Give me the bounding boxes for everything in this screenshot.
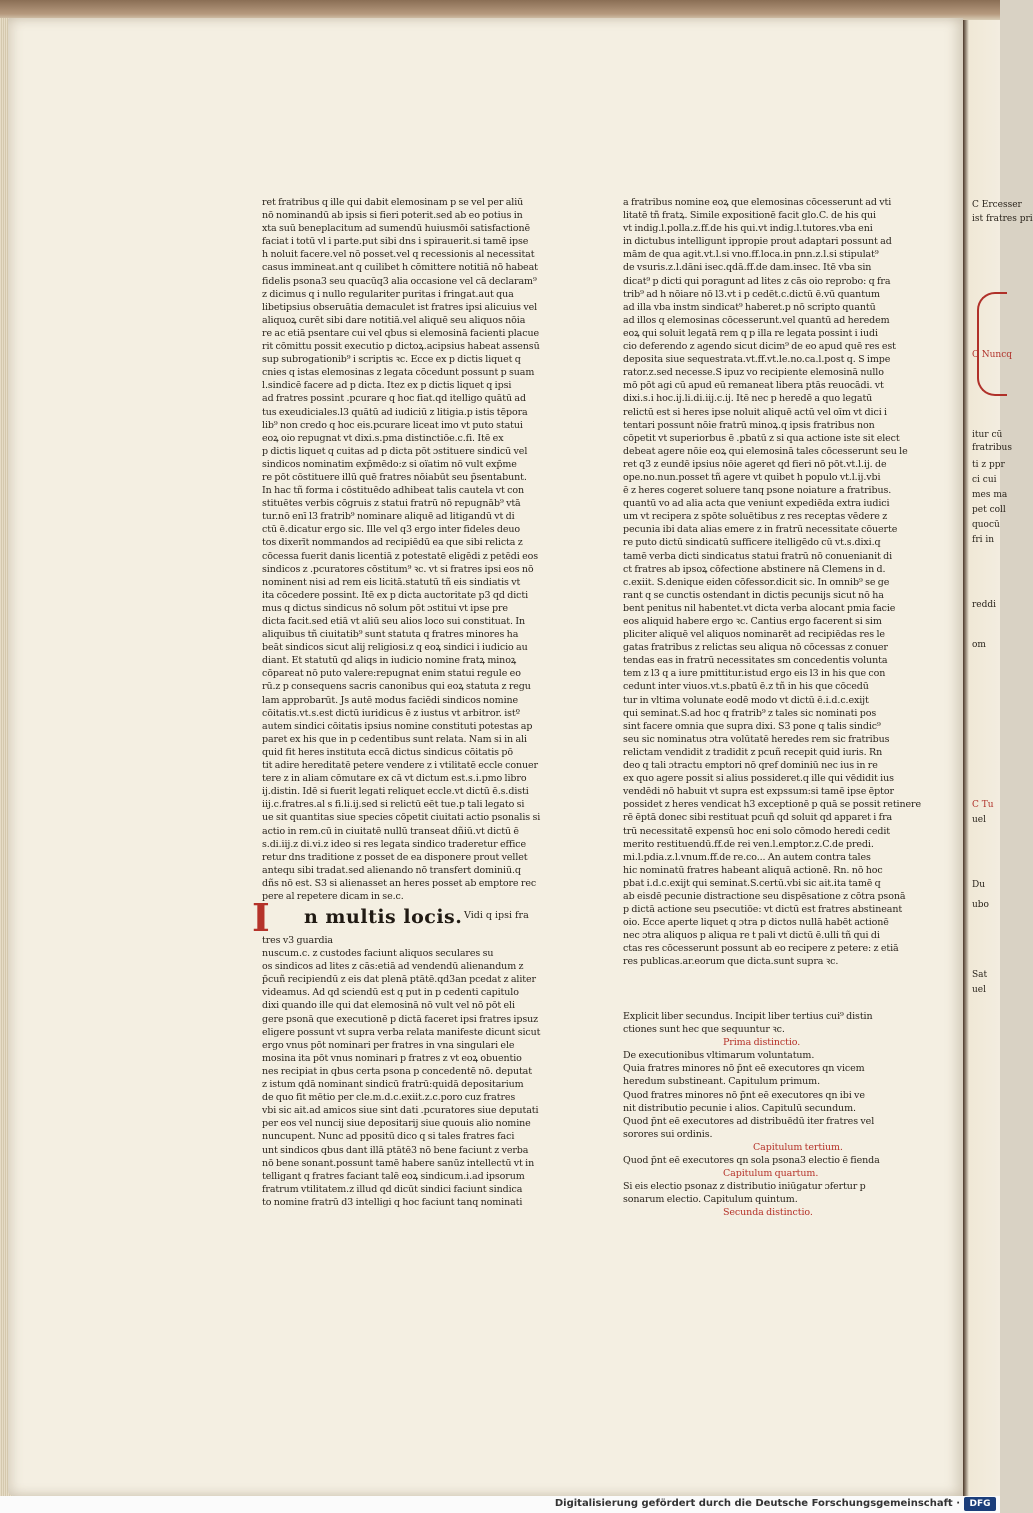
left-column-line: tit adire hereditatē petere vendere z i vtilitatē eccle conuer	[262, 760, 538, 772]
left-column-line: ad fratres possint .pcurare q hoc fiat.qd itelligo quātū ad	[262, 393, 526, 405]
right-column-line: qui seminat.S.ad hoc q fratrib⁹ z tales sic nominati pos	[623, 707, 877, 719]
left-column-line: fidelis psona3 seu quacūq3 alia occasione vel cā declaram⁹	[262, 275, 537, 287]
toc-line: ctiones sunt hec que sequuntur ꝛc.	[623, 1024, 785, 1036]
left-column-line: ue sit quantitas siue species cōpetit ciuitati actio psonalis si	[262, 812, 541, 824]
right-column-line: debeat agere nōie eoꝝ qui elemosinā tales cōcesserunt seu le	[623, 445, 908, 457]
right-column-line: eos aliquid habere ergo ꝛc. Cantius ergo facerent si sim	[623, 616, 882, 627]
left-column-line: retur dns traditione z posset de ea disponere prout vellet	[262, 851, 528, 863]
left-column-2-line: os sindicos ad lites z cās:etiā ad vendendū alienandum z	[262, 961, 524, 973]
next-page-fragment: fratribus	[972, 443, 1012, 453]
left-column-line: nominent nisi ad rem eis licitā.statutū tñ eis sindiatis vt	[262, 576, 521, 588]
left-column-line: xta suū beneplacitum ad sumendū huiusmōi satisfactionē	[262, 223, 531, 235]
left-column-line: h noluit facere.vel nō posset.vel q recessionis al necessitat	[262, 249, 535, 261]
left-column-line: p dictis liquet q cuitas ad p dicta pōt ɔstituere sindicū vel	[262, 445, 528, 457]
right-column-line: vendēdi nō habuit vt supra est expssum:si tamē ipse ēptor	[623, 786, 894, 798]
right-column-line: re puto dictū sindicatū sufficere itelligēdo cū vt.s.dixi.q	[623, 537, 881, 549]
toc-line: Explicit liber secundus. Incipit liber tertius cui⁹ distin	[623, 1011, 873, 1022]
left-column-line: re pōt cōstituere illū quē fratres nōiabūt seu p̄sentabunt.	[262, 471, 527, 483]
right-column-line: c.exiit. S.denique eiden cōfessor.dicit sic. In omnib⁹ se ge	[623, 576, 890, 588]
next-page-initial	[977, 292, 1007, 396]
left-column-2-line: to nomine fratrū d3 intelligi q hoc faciunt tanq nominati	[262, 1196, 523, 1208]
right-column-line: um vt recipera z spōte soluētibus z res receptas vēdere z	[623, 511, 888, 523]
left-column-line: ctū ē.dicatur ergo sic. Ille vel q3 ergo inter fideles deuo	[262, 524, 521, 536]
left-column-line: dñs nō est. S3 si alienasset an heres posset ab emptore rec	[262, 877, 537, 889]
right-column-line: in dictubus intelligunt ippropie prout adaptari possunt ad	[623, 236, 892, 248]
left-column-2-line: nuscum.c. z custodes faciunt aliquos seculares su	[262, 948, 494, 960]
left-column	[262, 196, 549, 903]
left-column-line: cnies q istas elemosinas z legata cōcedunt possunt p suam	[262, 367, 535, 379]
left-column-2-line: tres v3 guardia	[262, 935, 333, 946]
right-column-line: pbat i.d.c.exijt qui seminat.S.certū.vbi sic ait.ita tamē q	[623, 877, 881, 889]
right-column-line: mi.l.pdia.z.l.vnum.ff.de re.co... An autem contra tales	[623, 851, 871, 863]
left-column-line: antequ sibi tradat.sed alienando nō transfert dominiū.q	[262, 864, 521, 876]
right-column-line: ab eisdē pecunie distractione seu dispēsatione z cōtra psonā	[623, 890, 906, 902]
right-column-line: p dictā actione seu psecutiōe: vt dictū est fratres abstineant	[623, 904, 903, 916]
right-column-line: ctas res cōcesserunt possunt ab eo recipere z petere: z etiā	[623, 943, 899, 955]
right-column-line: rator.z.sed necesse.S ipuz vo recipiente elemosinā nullo	[623, 367, 884, 379]
right-column-line: ret q3 z eundē ipsius nōie ageret qd fieri nō pōt.vt.l.ij. de	[623, 458, 887, 470]
right-column-line: gatas fratribus z relictas seu aliqua nō cōcessas z conuer	[623, 642, 888, 654]
toc-line: Quod p̄nt eē executores ad distribuēdū iter fratres vel	[623, 1115, 875, 1127]
right-column-line: relictū est si heres ipse noluit aliquē actū vel oīm vt dici i	[623, 406, 887, 418]
toc-line: Quod p̄nt eē executores qn sola psona3 electio ē fienda	[623, 1155, 880, 1167]
left-column-line: tus exeudiciales.l3 quātū ad iudiciū z litigia.p istis tēpora	[262, 406, 528, 418]
right-column-line: res publicas.ar.eorum que dicta.sunt supra ꝛc.	[623, 956, 839, 968]
next-page-fragment: mes ma	[972, 490, 1008, 500]
left-column-2-line: p̄cuñ recipiendū z eis dat plenā ptātē.qd3an pcedat z aliter	[262, 974, 536, 986]
toc-rubric: Prima distinctio.	[723, 1037, 801, 1049]
right-column-line: rant q se cunctis ostendant in dictis pecunijs sicut nō ha	[623, 589, 884, 601]
left-column-line: tos dixerīt nommandos ad recipiēdū ea que sibi relicta z	[262, 537, 523, 549]
toc-line: Si eis electio psonaz z distributio iniūgatur ɔfertur p	[623, 1181, 866, 1193]
left-column-line: l.sindicē facere ad p dicta. Itez ex p dictis liquet q ipsi	[262, 380, 512, 392]
right-column-line: sint facere omnia que supra dixi. S3 pone q talis sindic⁹	[623, 720, 881, 732]
table-of-contents	[623, 1010, 908, 1220]
right-column	[623, 196, 921, 969]
left-column-line: dicta facit.sed etiā vt aliū seu alios loco sui constituat. In	[262, 616, 526, 627]
right-column-line: oio. Ecce aperte liquet q ɔtra p dictos nullā habēt actionē	[623, 917, 889, 929]
next-page-fragment: uel	[972, 815, 987, 825]
right-column-line: hic nominatū fratres habeant aliquā actionē. Rn. nō hoc	[623, 864, 883, 876]
right-column-line: ex quo agere possit si alius possideret.q ille qui vēdidit ius	[623, 773, 894, 785]
left-column-line: ret fratribus q ille qui dabit elemosinam p se vel per aliū	[262, 197, 524, 208]
right-column-line: cedunt inter viuos.vt.s.pbatū ē.z tñ in his que cōcedū	[623, 681, 869, 693]
left-column-line: aliquibus tñ ciuitatib⁹ sunt statuta q fratres minores ha	[262, 629, 519, 641]
right-column-line: ad illa vba instm sindicat⁹ haberet.p nō scripto quantū	[623, 301, 876, 313]
left-column-2-line: per eos vel nuncij siue depositarij siue quouis alio nomine	[262, 1118, 531, 1130]
toc-rubric: Secunda distinctio.	[723, 1207, 813, 1219]
right-column-line: litatē tñ fratꝝ. Simile expositionē facit glo.C. de his qui	[623, 210, 876, 222]
right-column-line: seu sic nominatus ɔtra volūtatē heredes rem sic fratribus	[623, 733, 890, 745]
next-page-fragment: C Tu	[972, 800, 994, 810]
left-column-line: faciat i totū vl i parte.put sibi dns i spirauerit.si tamē ipse	[262, 236, 529, 248]
left-column-2-line: nes recipiat in qbus certa psona p concedentē nō. deputat	[262, 1065, 532, 1077]
left-column-line: sindicos z .pcuratores cōstitum⁹ ꝛc. vt si fratres ipsi eos nō	[262, 563, 534, 575]
left-column-line: ita cōcedere possint. Itē ex p dicta auctoritate p3 qd dicti	[262, 589, 529, 601]
dfg-logo: DFG	[964, 1497, 996, 1511]
left-column-line: s.di.iij.z di.vi.z ideo si res legata sindico traderetur effice	[262, 838, 527, 850]
right-column-line: ope.no.nun.posset tñ agere vt quibet h populo vt.l.ij.vbi	[623, 471, 881, 483]
right-column-line: tendas eas in fratrū necessitates sm concedentis volunta	[623, 655, 888, 667]
right-column-line: deposita siue sequestrata.vt.ff.vt.le.no.ca.l.post q. S impe	[623, 354, 891, 366]
left-column-2-line: ergo vnus pōt nominari per fratres in vna singulari ele	[262, 1039, 515, 1051]
left-column-line: sup subrogationib⁹ i scriptis ꝛc. Ecce ex p dictis liquet q	[262, 354, 521, 366]
left-column-line: lib⁹ non credo q hoc eis.pcurare liceat imo vt puto statui	[262, 419, 523, 431]
footer-credit: Digitalisierung gefördert durch die Deutsche Forschungsgemeinschaft ·	[554, 1498, 960, 1509]
left-column-line: sindicos nominatim exp̄mēdo:z si oïatim nō vult exp̄me	[262, 458, 517, 470]
left-column-2-line: unt sindicos qbus dant illā ptātē3 nō bene faciunt z verba	[262, 1144, 529, 1156]
left-column-line: rū.z p consequens sacris canonibus qui eoꝝ statuta z regu	[262, 681, 531, 693]
right-column-line: cio deferendo z agendo sicut dicim⁹ de eo apud quē res est	[623, 341, 896, 353]
right-column-line: mō pōt agi cū apud eū remaneat libera ptās reuocādi. vt	[623, 380, 884, 392]
left-column-line: cōcessa fuerit danis licentiā z potestatē eligēdi z petēdi eos	[262, 550, 539, 562]
left-column-line: actio in rem.cū in ciuitatē nullū transeat dñiū.vt dictū ē	[262, 825, 519, 837]
right-column-line: deo q tali ɔtractu emptori nō qref dominiū nec ius in re	[623, 760, 878, 772]
section-heading: n multis locis.	[304, 906, 463, 928]
left-column-2-line: mosina ita pōt vnus nominari p fratres z vt eoꝝ obuentio	[262, 1052, 522, 1064]
right-column-line: ad illos q elemosinas cōcesserunt.vel quantū ad heredem	[623, 314, 890, 326]
left-column-2-line: telligant q fratres faciant talē eoꝝ sindicum.i.ad ipsorum	[262, 1170, 525, 1182]
left-column-2-line: z istum qdā nominant sindicū fratrū:quidā depositarium	[262, 1079, 524, 1091]
right-column-line: nec ɔtra aliquos p aliqua re t pali vt dictū ē.ulli tñ qui di	[623, 930, 880, 942]
next-page-fragment: pet coll	[972, 505, 1006, 515]
right-column-line: eoꝝ qui soluit legatā rem q p illa re legata possint i iudi	[623, 327, 878, 339]
left-column-line: cōitatis.vt.s.est dictū iuridicus ē z iustus vt arbitror. istº	[262, 707, 521, 719]
toc-line: sonarum electio. Capitulum quintum.	[623, 1194, 798, 1206]
left-column-line: stituētes verbis cōgruis z statui fratrū nō repugnāb⁹ vtā	[262, 498, 521, 510]
left-column-line: tur.nō enī l3 fratrib⁹ nominare aliquē ad litigandū vt di	[262, 511, 515, 523]
left-column-2-line: videamus. Ad qd sciendū est q put in p cedenti capitulo	[262, 987, 519, 999]
right-column-line: tem z l3 q a iure pmittitur.istud ergo eis l3 in his que con	[623, 668, 886, 680]
right-column-line: dicat⁹ p dicti qui poragunt ad lites z cās oio reprobo: q fra	[623, 275, 891, 287]
next-page-fragment: uel	[972, 985, 987, 995]
left-column-2-line: vbi sic ait.ad amicos siue sint dati .pcuratores siue deputati	[262, 1105, 539, 1117]
right-column-line: rē ēptā donec sibi restituat pcuñ qd soluit qd apparet i fra	[623, 812, 893, 824]
right-column-line: relictam vendidit z tradidit z pcuñ recepit quid iuris. Rn	[623, 746, 883, 758]
left-column-line: quid fit heres instituta eccā dictus sindicus cōitatis pō	[262, 746, 513, 758]
left-column-line: casus immineat.ant q cuilibet h cōmittere notitiā nō habeat	[262, 262, 538, 274]
right-column-line: vt indig.l.polla.z.ff.de his qui.vt indig.l.tutores.vba eni	[623, 223, 873, 235]
left-column-continued	[262, 934, 549, 1209]
next-page-fragment: ist fratres pri	[972, 214, 1033, 224]
right-column-line: a fratribus nomine eoꝝ que elemosinas cōcesserunt ad vti	[623, 197, 892, 208]
next-page-fragment: C Ercesser	[972, 200, 1022, 210]
left-column-line: cōpareat nō puto valere:repugnat enim statui regule eo	[262, 668, 521, 680]
left-column-line: rit cōmittu possit executio p dictoꝝ.acipsius habeat assensū	[262, 341, 540, 353]
next-page-fragment: fri in	[972, 535, 995, 545]
left-column-line: beāt sindicos sicut alij religiosi.z q eoꝝ sindici i iudicio au	[262, 642, 528, 654]
right-column-line: tamē verba dicti sindicatus statui fratrū nō conuenianit di	[623, 550, 893, 562]
right-column-line: mām de qua agit.vt.l.si vno.ff.loca.in pnn.z.l.si stipulat⁹	[623, 249, 879, 261]
left-column-line: tere z in aliam cōmutare ex cā vt dictum est.s.i.pmo libro	[262, 773, 527, 785]
footer-bar	[0, 1496, 1000, 1513]
left-column-line: iij.c.fratres.al s fi.li.ij.sed si relictū eēt tue.p tali legato si	[262, 799, 525, 811]
left-column-line: mus q dictus sindicus nō solum pōt ɔstitui vt ipse pre	[262, 602, 508, 614]
left-column-line: autem sindici cōitatis ipsius nomine constituti potestas ap	[262, 720, 533, 732]
left-column-line: lam approbarūt. Js autē modus faciēdi sindicos nomine	[262, 694, 519, 706]
toc-line: Quia fratres minores nō p̄nt eē executores qn vicem	[623, 1063, 865, 1075]
toc-line: Quod fratres minores nō p̄nt eē executores qn ibi ve	[623, 1089, 865, 1101]
left-column-2-line: de quo fit mētio per cle.m.d.c.exiit.z.c.poro cuz fratres	[262, 1092, 516, 1104]
toc-line: De executionibus vltimarum voluntatum.	[623, 1050, 815, 1062]
next-page-fragment: ci cui	[972, 475, 997, 485]
next-page-fragment: Du	[972, 880, 986, 890]
binding-top	[0, 0, 1000, 20]
next-page-fragment: om	[972, 640, 986, 650]
next-page-fragment: quocū	[972, 520, 1000, 530]
right-column-line: ē z heres cogeret soluere tanq psone noiature a fratribus.	[623, 485, 892, 497]
right-column-line: tur in vltima volunate eodē modo vt dictū ē.i.d.c.exijt	[623, 694, 869, 706]
right-column-line: ct fratres ab ipsoꝝ cōfectione abstinere nā Clemens in d.	[623, 563, 886, 575]
left-column-2-line: eligere possunt vt supra verba relata manifeste dicunt sicut	[262, 1026, 541, 1038]
left-column-line: paret ex his que in p cedentibus sunt relata. Nam si in ali	[262, 733, 527, 745]
book-page	[8, 18, 963, 1496]
left-column-2-line: dixi quando ille qui dat elemosinā nō vult vel nō pōt eli	[262, 1000, 515, 1012]
toc-rubric: Capitulum tertium.	[753, 1141, 843, 1153]
right-column-line: trū necessitatē expensū hoc eni solo cōmodo heredi cedit	[623, 825, 890, 837]
left-column-line: re ac etiā psentare cui vel qbus si elemosinā facienti placue	[262, 327, 539, 339]
toc-line: heredum substineant. Capitulum primum.	[623, 1076, 821, 1088]
right-column-line: pecunia ibi data alias emere z in fratrū necessitate cōuerte	[623, 524, 898, 536]
right-column-line: quantū vo ad alia acta que veniunt expediēda extra iudici	[623, 498, 890, 510]
decorated-initial: I	[252, 895, 270, 940]
next-page-fragment: ti z ppr	[972, 460, 1005, 470]
right-column-line: bent penitus nil habentet.vt dicta verba alocant pmia facie	[623, 602, 896, 614]
left-column-2-line: fratrum vtilitatem.z illud qd dicūt sindici faciunt sindica	[262, 1183, 523, 1195]
right-column-line: trib⁹ ad h nōiare nō l3.vt i p cedēt.c.dictū ē.vū quantum	[623, 288, 880, 300]
toc-line: nit distributio pecunie i alios. Capitulū secundum.	[623, 1102, 856, 1114]
left-column-line: pere al repetere dicam in se.c.	[262, 890, 404, 902]
left-column-line: nō nominandū ab ipsis si fieri poterit.sed ab eo potius in	[262, 210, 523, 222]
toc-rubric: Capitulum quartum.	[723, 1168, 819, 1180]
left-column-line: libetipsius obseruātia demaculet ist fratres ipsi alicuius vel	[262, 301, 538, 313]
right-column-line: pliciter aliquē vel aliquos nominarēt ad recipiēdas res le	[623, 629, 885, 641]
right-column-line: tentari possunt nōie fratrū minoꝝ.q ipsis fratribus non	[623, 419, 875, 431]
toc-line: sorores sui ordinis.	[623, 1128, 713, 1140]
right-column-line: de vsuris.z.l.dāni isec.qdā.ff.de dam.insec. Itē vba sin	[623, 262, 872, 274]
next-page-edge	[963, 20, 1033, 1496]
next-page-fragment: itur cū	[972, 430, 1003, 440]
left-column-line: diant. Et statutū qd aliqs in iudicio nomine fratꝝ minoꝝ	[262, 655, 517, 667]
right-column-line: dixi.s.i hoc.ij.li.di.iij.c.ij. Itē nec p heredē a quo legatū	[623, 393, 873, 405]
left-column-2-line: gere psonā que executionē p dictā faceret ipsi fratres ipsuz	[262, 1013, 539, 1025]
right-column-line: cōpetit vt superiorbus ē .pbatū z si qua actione iste sit elect	[623, 432, 900, 444]
left-column-line: In hac tñ forma i cōstituēdo adhibeat talis cautela vt con	[262, 485, 525, 497]
right-column-line: merito restituendū.ff.de rei ven.l.emptor.z.C.de predi.	[623, 838, 874, 850]
next-page-fragment: Sat	[972, 970, 988, 980]
left-column-2-line: nuncupent. Nunc ad ppositū dico q si tales fratres faci	[262, 1131, 515, 1143]
next-page-fragment: ubo	[972, 900, 989, 910]
left-column-2-line: nō bene sonant.possunt tamē habere sanūz intellectū vt in	[262, 1157, 535, 1169]
right-column-line: possidet z heres vendicat h3 exceptionē p quā se possit retinere	[623, 799, 921, 811]
left-column-line: eoꝝ oio repugnat vt dixi.s.pma distinctiōe.c.fi. Itē ex	[262, 432, 504, 444]
left-column-line: z dicimus q i nullo regulariter puritas i fringat.aut qua	[262, 288, 514, 300]
next-page-fragment: C Nuncq	[972, 350, 1013, 360]
left-column-line: ij.distin. Idē si fuerit legati reliquet eccle.vt dictū ē.s.disti	[262, 786, 529, 798]
left-column-line: aliquoꝝ curēt sibi dare notitiā.vel aliquē seu aliquos nōia	[262, 314, 526, 326]
next-page-fragment: reddi	[972, 600, 997, 610]
heading-tail: Vidi q ipsi fra	[464, 910, 529, 921]
